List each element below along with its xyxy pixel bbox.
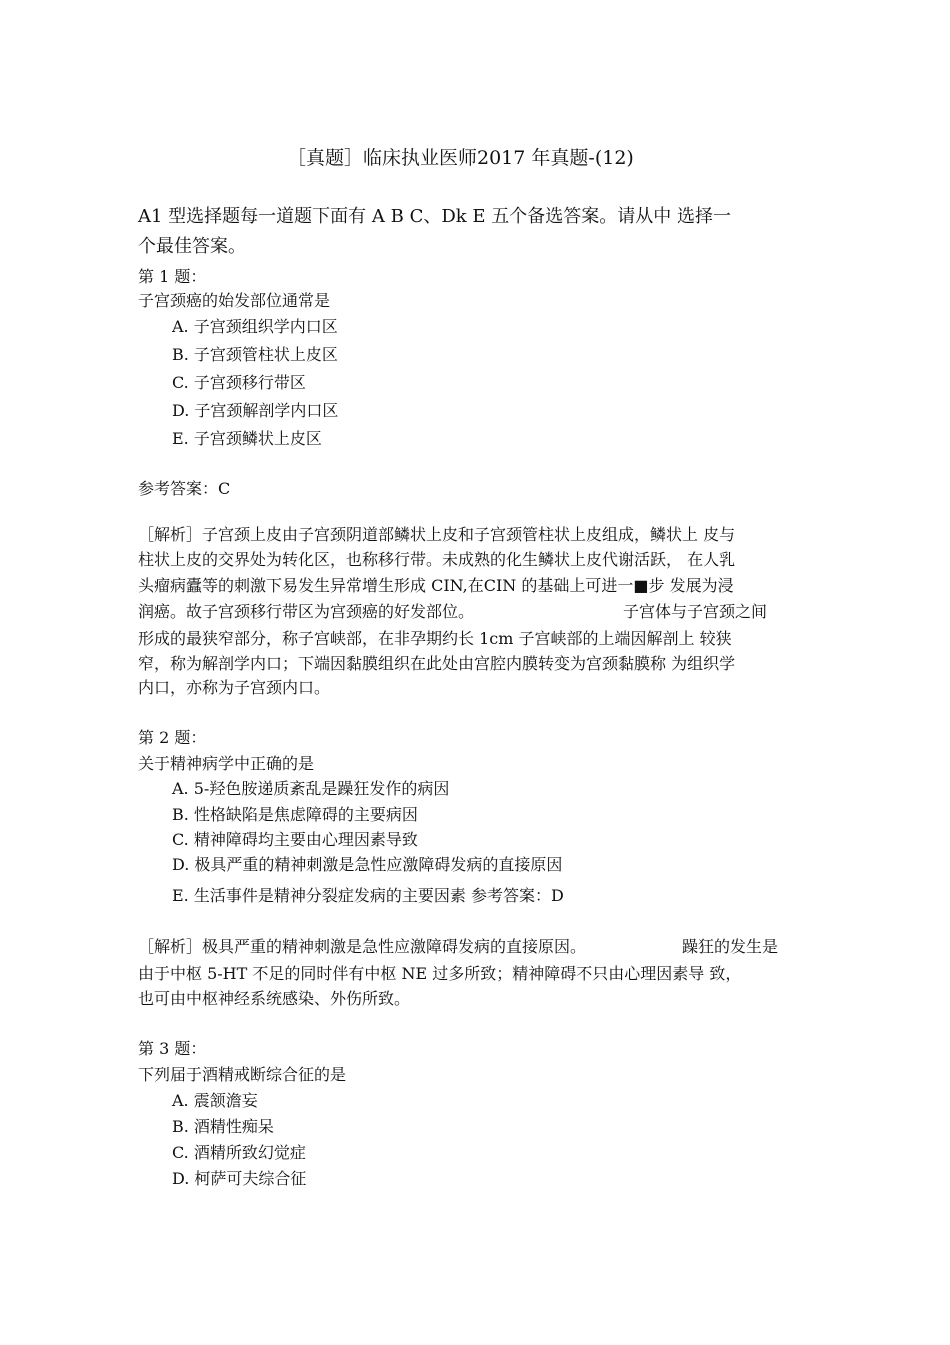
question-stem: 子宫颈癌的始发部位通常是: [138, 291, 331, 310]
option-d: D. 柯萨可夫综合征: [172, 1169, 307, 1188]
option-b: B. 酒精性痴呆: [172, 1117, 274, 1136]
option-a: A. 震颔澹妄: [172, 1091, 258, 1110]
option-c: C. 子宫颈移行带区: [172, 373, 306, 392]
intro-line: A1 型选择题每一道题下面有 A B C、Dk E 五个备选答案。请从中 选择一: [138, 206, 731, 227]
option-b: B. 性格缺陷是焦虑障碍的主要病因: [172, 805, 418, 824]
analysis-line: 柱状上皮的交界处为转化区，也称移行带。未成熟的化生鳞状上皮代谢活跃， 在人乳: [138, 550, 736, 569]
analysis-line: 润癌。故子宫颈移行带区为宫颈癌的好发部位。: [138, 602, 475, 621]
intro-line: 个最佳答案。: [138, 236, 246, 257]
option-e: E. 子宫颈鳞状上皮区: [172, 429, 322, 448]
question-stem: 关于精神病学中正确的是: [138, 754, 315, 773]
analysis-line: 形成的最狭窄部分，称子宫峡部，在非孕期约长 1cm 子宫峡部的上端因解剖上 较狭: [138, 629, 732, 648]
analysis-line: 内口，亦称为子宫颈内口。: [138, 678, 331, 697]
analysis-line: 窄，称为解剖学内口；下端因黏膜组织在此处由宫腔内膜转变为宫颈黏膜称 为组织学: [138, 654, 736, 673]
option-a: A. 子宫颈组织学内口区: [172, 317, 338, 336]
question-label: 第 1 题：: [138, 267, 207, 286]
analysis-line: 也可由中枢神经系统感染、外伤所致。: [138, 989, 411, 1008]
reference-answer: 参考答案：C: [138, 479, 231, 498]
option-c: C. 酒精所致幻觉症: [172, 1143, 306, 1162]
analysis-line: ［解析］子宫颈上皮由子宫颈阴道部鳞状上皮和子宫颈管柱状上皮组成，鳞状上 皮与: [138, 525, 736, 544]
option-b: B. 子宫颈管柱状上皮区: [172, 345, 338, 364]
analysis-line: 由于中枢 5-HT 不足的同时伴有中枢 NE 过多所致；精神障碍不只由心理因素导 致，: [138, 964, 742, 983]
analysis-line: 子宫体与子宫颈之间: [623, 602, 768, 621]
question-label: 第 3 题：: [138, 1039, 207, 1058]
option-d: D. 极具严重的精神刺激是急性应激障碍发病的直接原因: [172, 855, 563, 874]
analysis-line: ［解析］极具严重的精神刺激是急性应激障碍发病的直接原因。: [138, 937, 587, 956]
option-d: D. 子宫颈解剖学内口区: [172, 401, 339, 420]
option-a: A. 5-羟色胺递质紊乱是躁狂发作的病因: [172, 779, 450, 798]
analysis-line: 头瘤病蠹等的刺激下易发生异常增生形成 CIN,在CIN 的基础上可进一■步 发展为浸: [138, 576, 734, 595]
option-c: C. 精神障碍均主要由心理因素导致: [172, 830, 418, 849]
analysis-line: 躁狂的发生是: [682, 937, 779, 956]
question-stem: 下列届于酒精戒断综合征的是: [138, 1065, 347, 1084]
option-e: E. 生活事件是精神分裂症发病的主要因素 参考答案：D: [172, 886, 564, 905]
question-label: 第 2 题：: [138, 728, 207, 747]
page-title: ［真题］临床执业医师2017 年真题-(12): [287, 147, 634, 169]
